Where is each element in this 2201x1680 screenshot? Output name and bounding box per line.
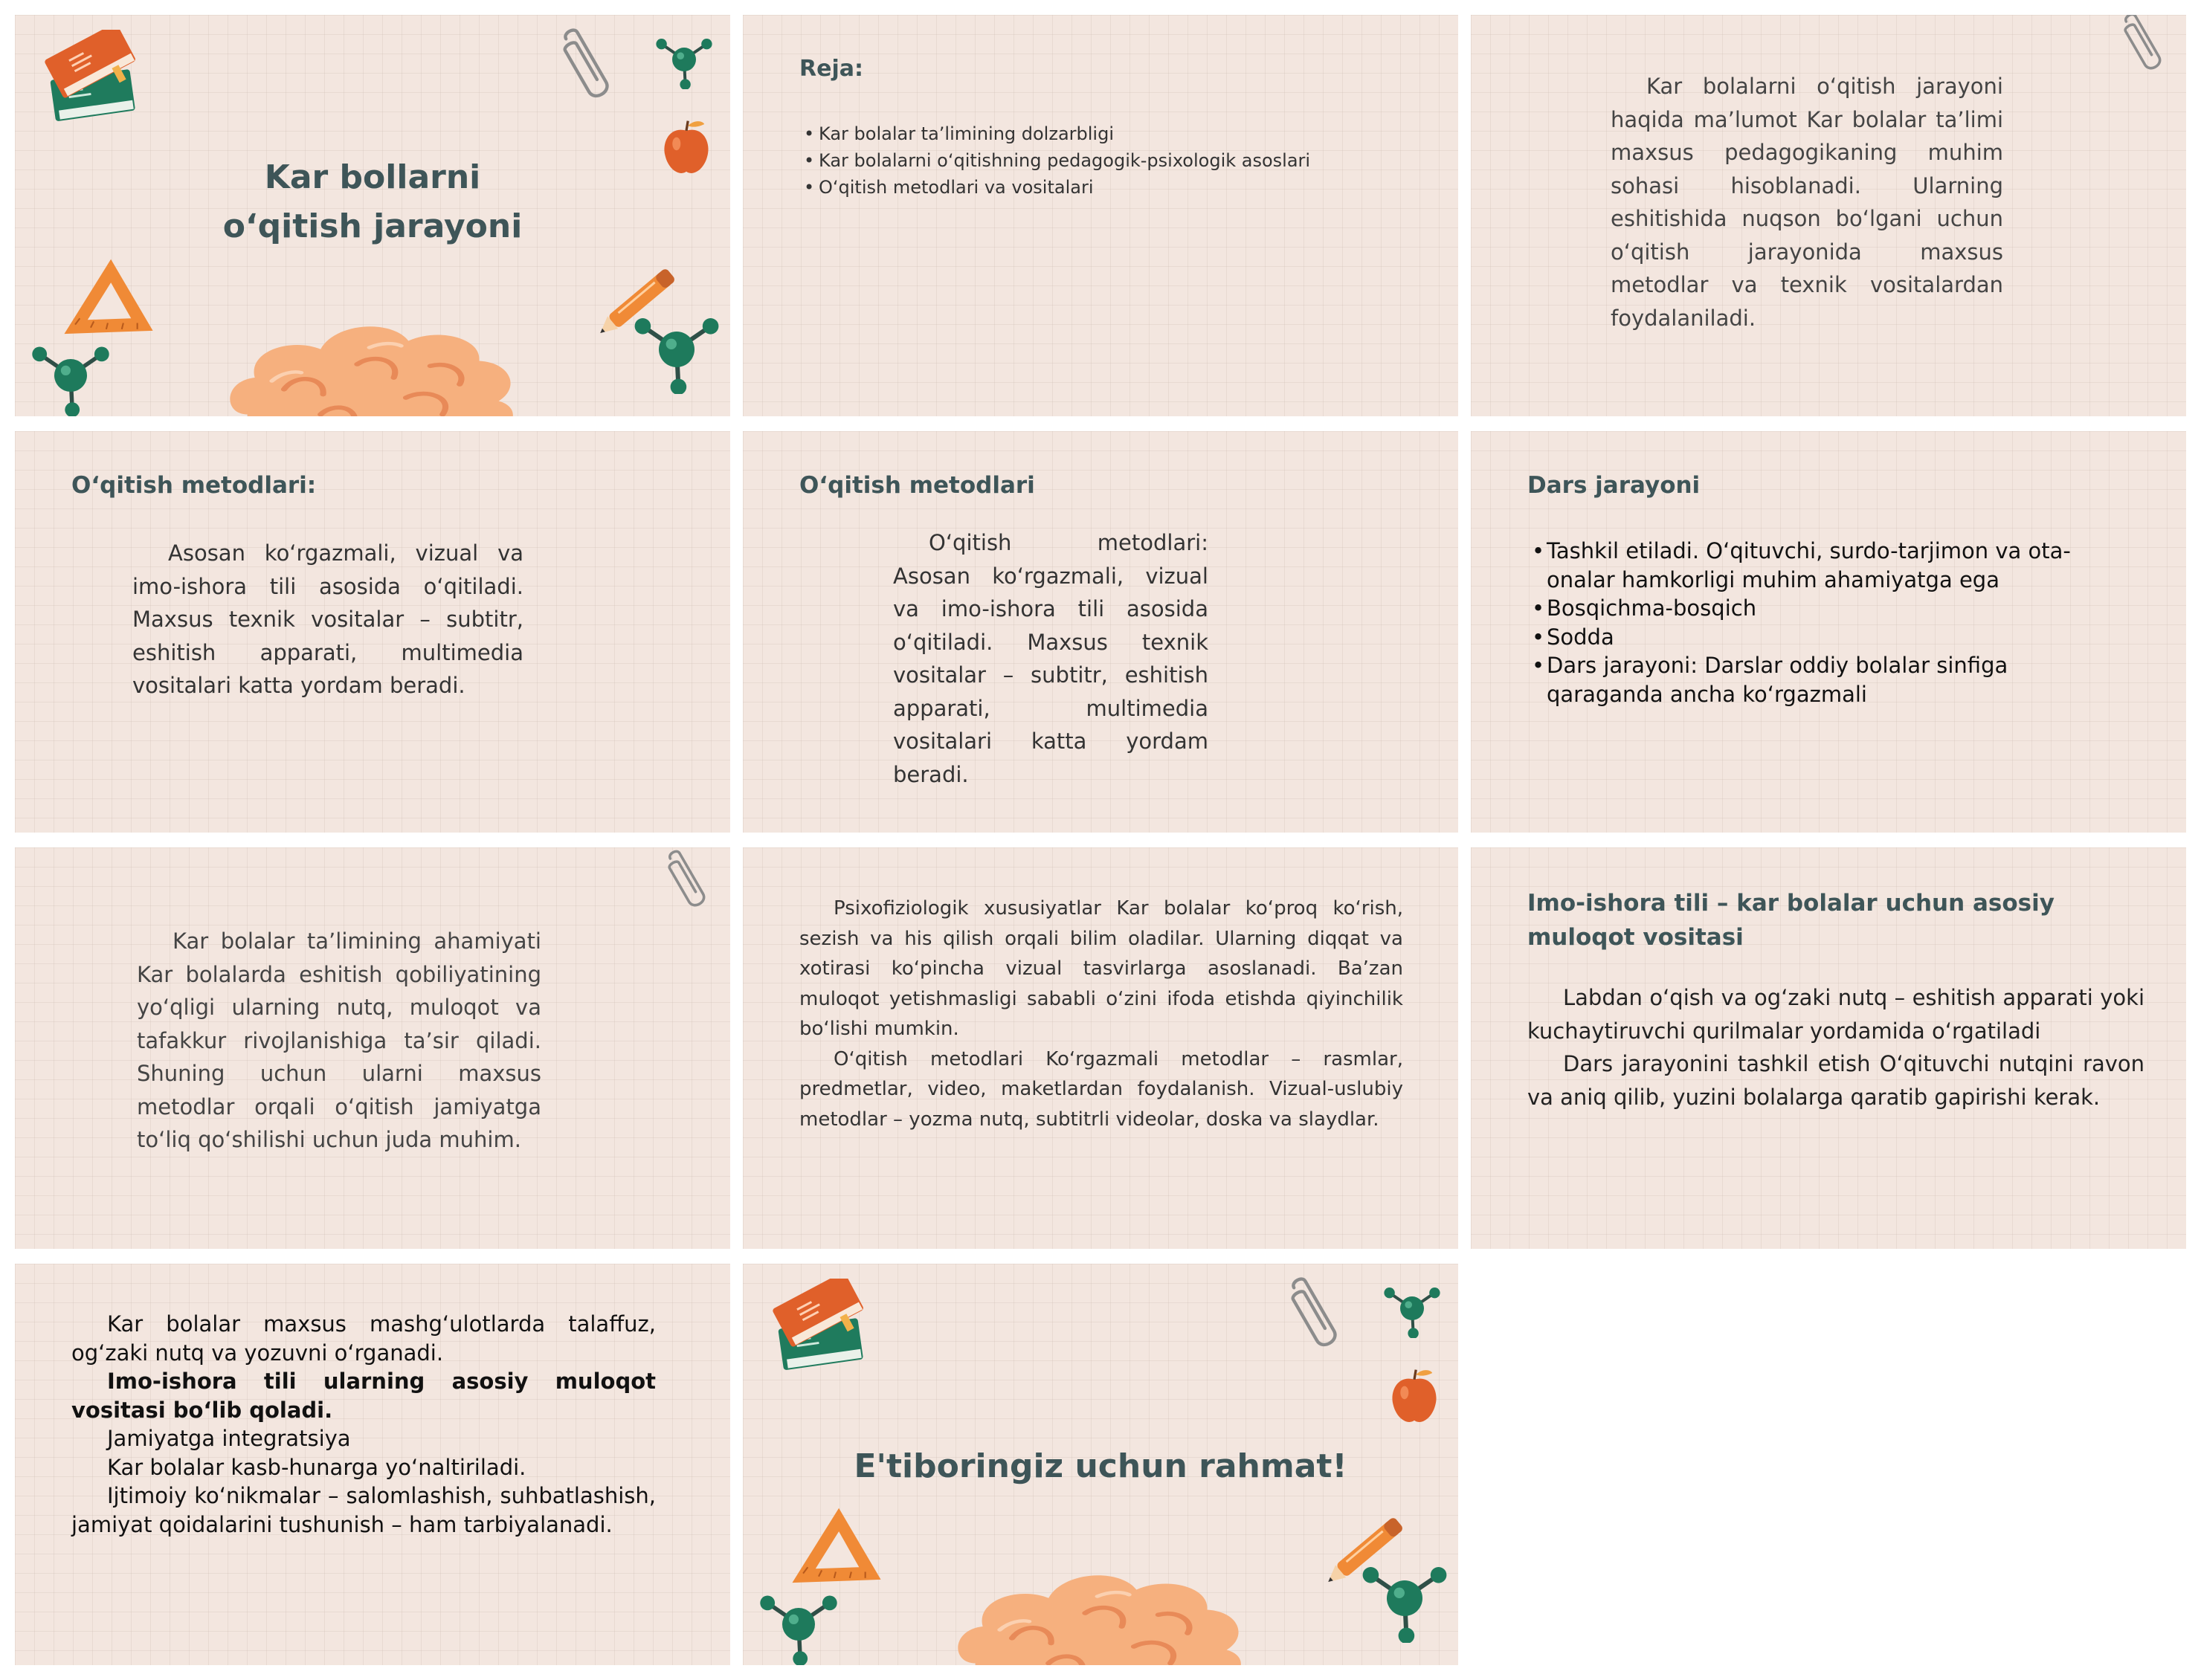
slide-4-methods <box>15 431 730 833</box>
paragraph: Dars jarayonini tashkil etish O‘qituvchi nutqini ravon va aniq qilib, yuzini bolalarga qaratib gapirishi kerak. <box>1527 1051 2144 1110</box>
paragraph: Jamiyatga integratsiya <box>107 1426 351 1451</box>
plan-list <box>802 120 1310 201</box>
lesson-list <box>1530 537 2081 708</box>
paragraph: Labdan o‘qish va og‘zaki nutq – eshitish apparati yoki kuchaytiruvchi qurilmalar yordamida o‘rgatiladi <box>1527 985 2144 1044</box>
molecule-icon <box>654 30 714 89</box>
ruler-triangle-icon <box>57 253 161 342</box>
slide-body <box>71 1310 656 1539</box>
molecule-icon <box>758 1583 840 1665</box>
paperclip-icon <box>1276 1268 1356 1361</box>
paperclip-icon <box>2111 15 2176 82</box>
paragraph: Psixofiziologik xususiyatlar Kar bolalar ko‘proq ko‘rish, sezish va his qilish orqali bilim oladilar. Ularning diqqat va xotirasi ko‘pincha vizual tasvirlarga asoslanadi. Ba’zan muloqot yetishmasligi sababli o‘zini ifoda etishda qiyinchilik bo‘lishi mumkin. <box>799 897 1403 1040</box>
list-item: • O‘qitish metodlari va vositalari <box>802 174 1310 201</box>
slide-body: O‘qitish metodlari: Asosan ko‘rgazmali, vizual va imo-ishora tili asosida o‘qitiladi. Maxsus texnik vositalar – subtitr, eshitish apparati, multimedia vositalari katta yordam beradi. <box>893 530 1208 787</box>
slide-6-lesson <box>1471 431 2186 833</box>
slide-2-plan <box>743 15 1458 416</box>
slide-body: Kar bolalarni o‘qitish jarayoni haqida ma’lumot Kar bolalar ta’limi maxsus pedagogikaning muhim sohasi hisoblanadi. Ularning eshitishida nuqson bo‘lgani uchun o‘qitish jarayonida maxsus metodlar va texnik vositalardan foydalaniladi. <box>1611 74 2003 331</box>
brain-icon <box>223 297 528 416</box>
molecule-icon <box>632 305 721 394</box>
brain-icon <box>951 1546 1256 1665</box>
molecule-icon <box>30 335 112 416</box>
apple-icon <box>1390 1368 1439 1427</box>
ruler-triangle-icon <box>784 1502 889 1591</box>
paperclip-icon <box>548 19 628 112</box>
books-icon <box>37 30 149 141</box>
slide-heading: Dars jarayoni <box>1527 472 1701 499</box>
slide-body <box>1527 981 2144 1114</box>
slide-3-info <box>1471 15 2186 416</box>
slide-10-integration <box>15 1264 730 1665</box>
slide-heading: O‘qitish metodlari <box>799 472 1035 499</box>
list-item: • Bosqichma-bosqich <box>1530 594 2081 623</box>
slide-8-psychophysiology <box>743 847 1458 1249</box>
books-icon <box>765 1279 877 1390</box>
list-item: • Kar bolalar ta’limining dolzarbligi <box>802 120 1310 147</box>
molecule-icon <box>1382 1279 1442 1338</box>
slide-heading: O‘qitish metodlari: <box>71 472 317 499</box>
slide-11-thanks <box>743 1264 1458 1665</box>
slide-heading: Reja: <box>799 56 863 82</box>
paragraph: Kar bolalar kasb-hunarga yo‘naltiriladi. <box>107 1454 526 1480</box>
slide-heading: Imo-ishora tili – kar bolalar uchun asosiy muloqot vositasi <box>1527 890 2055 951</box>
paragraph-bold: Imo-ishora tili ularning asosiy muloqot vositasi bo‘lib qoladi. <box>71 1369 656 1423</box>
slide-9-sign-language <box>1471 847 2186 1249</box>
slide-body: Asosan ko‘rgazmali, vizual va imo-ishora tili asosida o‘qitiladi. Maxsus texnik vositalar – subtitr, eshitish apparati, multimedia vositalari katta yordam beradi. <box>132 540 523 698</box>
list-item: • Kar bolalarni o‘qitishning pedagogik-psixologik asoslari <box>802 147 1310 174</box>
slide-title: Kar bollarni o‘qitish jarayoni <box>222 158 523 245</box>
paragraph: O‘qitish metodlari Ko‘rgazmali metodlar – rasmlar, predmetlar, video, maketlardan foydalanish. Vizual-uslubiy metodlar – yozma nutq, subtitrli videolar, doska va slaydlar. <box>799 1047 1403 1131</box>
paragraph: Kar bolalar maxsus mashg‘ulotlarda talaffuz, og‘zaki nutq va yozuvni o‘rganadi. <box>71 1311 656 1366</box>
slide-body: Kar bolalar ta’limining ahamiyati Kar bolalarda eshitish qobiliyatining yo‘qligi ularning nutq, muloqot va tafakkur rivojlanishiga ta’sir qiladi. Shuning uchun ularni maxsus metodlar orqali o‘qitish jamiyatga to‘liq qo‘shilishi uchun juda muhim. <box>137 928 541 1152</box>
molecule-icon <box>1360 1554 1449 1643</box>
slide-body <box>799 894 1403 1134</box>
slide-1-title <box>15 15 730 416</box>
slide-5-methods <box>743 431 1458 833</box>
list-item: • Sodda <box>1530 623 2081 652</box>
paragraph: Ijtimoiy ko‘nikmalar – salomlashish, suhbatlashish, jamiyat qoidalarini tushunish – ham tarbiyalanadi. <box>71 1483 656 1537</box>
list-item: • Tashkil etiladi. O‘qituvchi, surdo-tarjimon va ota-onalar hamkorligi muhim ahamiyatga ega <box>1530 537 2081 594</box>
slide-7-importance <box>15 847 730 1249</box>
slide-title: E'tiboringiz uchun rahmat! <box>854 1447 1347 1485</box>
paperclip-icon <box>655 847 721 919</box>
list-item: • Dars jarayoni: Darslar oddiy bolalar sinfiga qaraganda ancha ko‘rgazmali <box>1530 651 2081 708</box>
